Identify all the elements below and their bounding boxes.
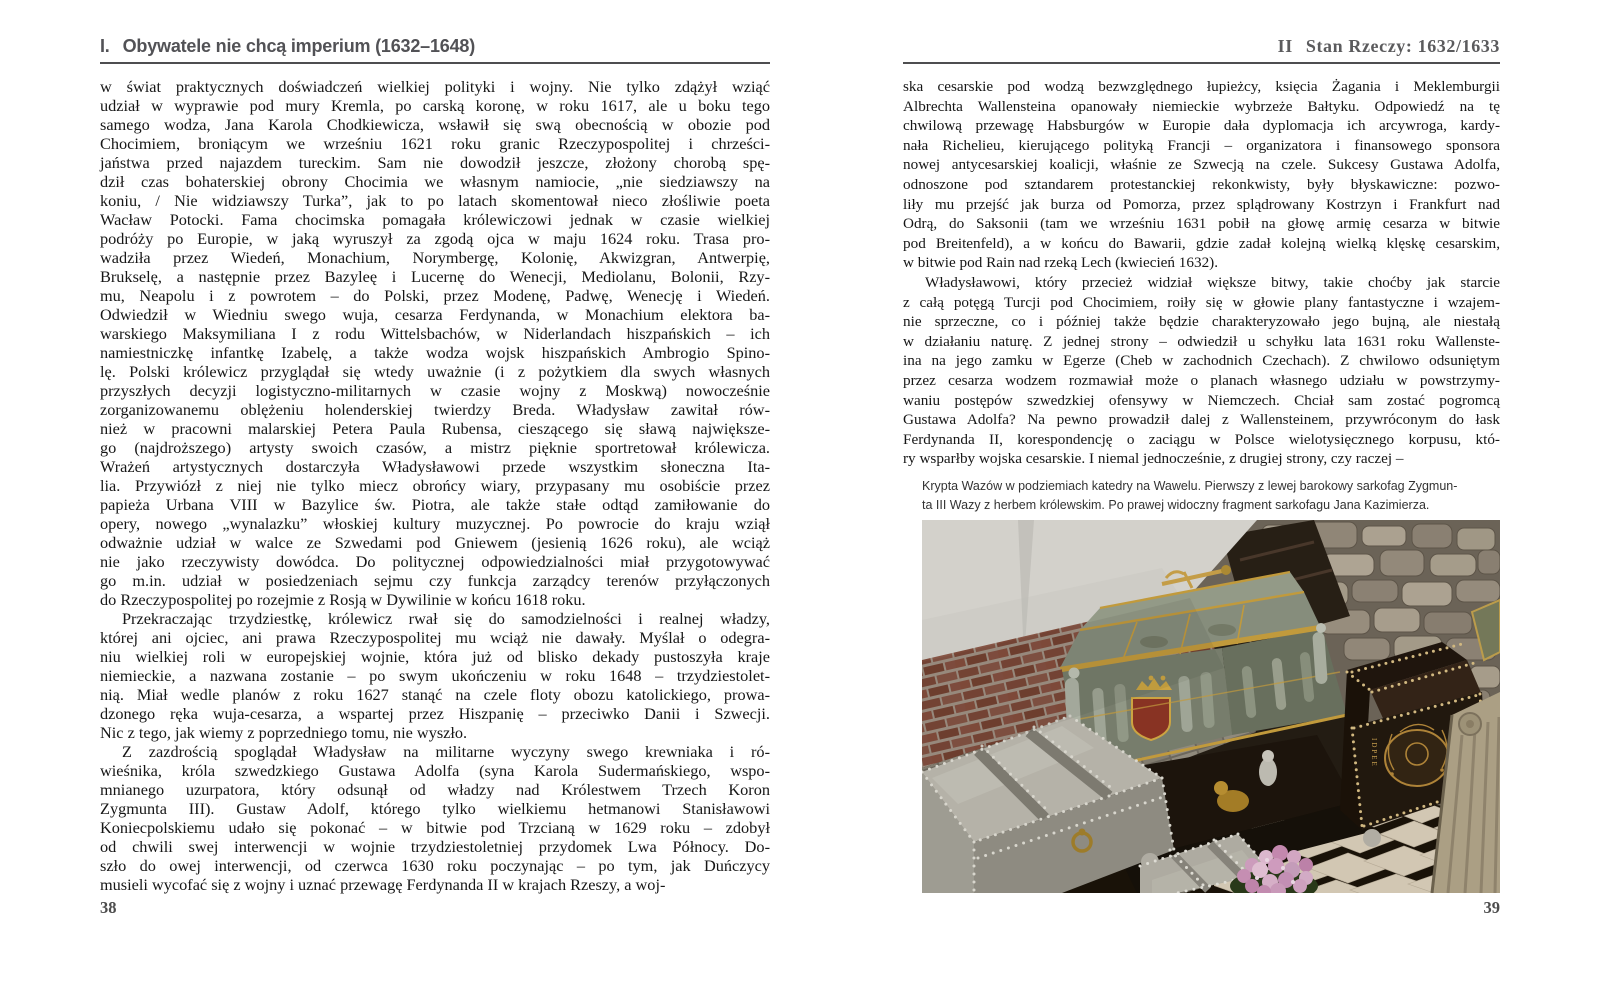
text-line: niemieckie, a nazwana zostanie – po swym ukończeniu w roku 1648 – trzydziestolet- (100, 666, 770, 685)
text-line: której ani ojciec, ani prawa Rzeczypospolitej mu wciąż nie dawały. Myślał o odegra- (100, 628, 770, 647)
text-line: Brukselę, a następnie przez Bazyleę i Lucernę do Wenecji, Mediolanu, Bolonii, Rzy- (100, 267, 770, 286)
chapter-title: Stan Rzeczy: 1632/1633 (1305, 36, 1500, 56)
text-line: zorganizowanemu oblężeniu holenderskiej twierdzy Breda. Władysław zawitał rów- (100, 400, 770, 419)
text-line: Chocimiem, broniącym we wrześniu 1621 roku granic Rzeczypospolitej i chrześci- (100, 134, 770, 153)
text-line: przez cesarza wodzem rozmawiał może o planach własnego udziału w powstrzymy- (903, 371, 1500, 389)
text-line: Gustawa Adolfa? Na pewno prowadził dalej z Wallensteinem, przywróconym do łask (903, 411, 1500, 429)
text-line: jaństwa przed najazdem tureckim. Sam nie dowodził jeszcze, złożony chorobą spę- (100, 153, 770, 172)
text-line: Nic z tego, jak wiemy z poprzedniego tomu, nie wyszło. (100, 723, 468, 742)
text-line: dził czas bohaterskiej obrony Chocimia we własnym namiocie, „nie siedziawszy na (100, 172, 770, 191)
chapter-title: Obywatele nie chcą imperium (1632–1648) (122, 36, 475, 56)
right-page-text (903, 77, 1500, 469)
text-line: Odrą, do Saksonii (tam we wrześniu 1631 pobił na głowę armię cesarza w bitwie (903, 215, 1500, 233)
text-line: lia. Przywiózł z niej nie tylko miecz obrońcy wiary, przypasany mu osobiście przez (100, 476, 770, 495)
text-line: koniu, / Nie widziawszy Turka”, jak to po latach skomentował nieco złośliwie poeta (100, 191, 770, 210)
chapter-header-right (903, 36, 1500, 64)
text-line: w bitwie pod Rain nad rzeką Lech (kwiecień 1632). (903, 254, 1219, 272)
text-line: mu, Neapolu i z powrotem – do Polski, przez Modenę, Padwę, Wenecję i Wiedeń. (100, 286, 770, 305)
text-line: nie jako rzeczywisty dowódca. Do politycznej odpowiedzialności miał przygotowywać (100, 552, 770, 571)
text-line: nież w pracowni malarskiej Petera Paula Rubensa, cieszącego się sławą największe- (100, 419, 770, 438)
caption-line: Krypta Wazów w podziemiach katedry na Wawelu. Pierwszy z lewej barokowy sarkofag Zygmun- (922, 479, 1458, 493)
text-line: go (najdroższego) artysty swoich czasów, a mistrz pięknie sportretował królewicza. (100, 438, 770, 457)
text-line: ska cesarskie pod wodzą bezwzględnego łupieżcy, księcia Żagania i Meklemburgii (903, 78, 1500, 95)
text-line: ina na jego zamku w Egerze (Cheb w zachodnich Czechach). Z chwilowo odsuniętym (903, 352, 1500, 370)
text-line: liły mu przejść jak burza od Pomorza, przez splądrowany Kostrzyn i Frankfurt nad (903, 195, 1500, 213)
text-line: dzonego ręka wuja-cesarza, a wspartej przez Hiszpanię – przeciwko Danii i Szwecji. (100, 704, 770, 723)
text-line: Władysławowi, który przecież widział większe bitwy, takie choćby jak starcie (925, 273, 1500, 291)
text-line: wadziła przez Wiedeń, Monachium, Norymbergę, Kolonię, Akwizgran, Antwerpię, (100, 248, 770, 267)
text-line: niu wielkiej roli w europejskiej wojnie, która już od blisko dekady pustoszyła kraje (100, 647, 770, 666)
text-line: Ferdynanda II, korespondencję o zaciągu w Polsce wielotysięcznego korpusu, któ- (903, 430, 1500, 448)
text-line: Wrażeń artystycznych dostarczyła Władysławowi przede wszystkim słoneczna Ita- (100, 457, 770, 476)
text-line: nie sprzeczne, co i później także będzie charakteryzowało jego bujną, ale niestałą (903, 313, 1500, 331)
chapter-numeral: I. (100, 36, 110, 56)
page-number-left: 38 (100, 898, 117, 917)
text-line: wieśnika, króla szwedzkiego Gustawa Adolfa (syna Karola Sudermańskiego, wspo- (100, 761, 770, 780)
text-line: od chwili swej interwencji w wojnie trzydziestoletniej przydomek Lwa Północy. Do- (100, 837, 770, 856)
text-line: nała Richelieu, kierującego polityką Francji – organizatora i finansowego sponsora (903, 136, 1500, 154)
text-line: podróży po Europie, w jaką wyruszył za zgodą ojca w maju 1624 roku. Trasa pro- (100, 229, 770, 248)
text-line: warskiego Maksymiliana I z rodu Wittelsbachów, w Niderlandach hiszpańskich – ich (100, 324, 770, 343)
text-line: odważnie udział w walce ze Szwedami pod Gniewem (jesienią 1626 roku), ale wciąż (100, 533, 770, 552)
text-line: pod Breitenfeld), a w końcu do Bawarii, gdzie zadał kolejną wielką klęskę cesarskim, (903, 234, 1500, 252)
text-line: go m.in. udział w posiedzeniach sejmu czy funkcja zarządcy terenów przyłączonych (100, 571, 770, 590)
text-line: lę. Polski królewicz przyglądał się wtedy uważnie (i z pożytkiem dla swych własnych (100, 362, 770, 381)
text-line: nowej antycesarskiej koalicji, właśnie ze Szwecją na czele. Sukcesy Gustawa Adolfa, (903, 156, 1500, 174)
text-line: z całą potęgą Turcji pod Chocimiem, roiły się w głowie plany fantastyczne i wzajem- (903, 293, 1500, 311)
text-line: w działaniu naturę. Z jednej strony – odwiedził u schyłku lata 1631 roku Wallenste- (903, 332, 1500, 350)
text-line: Wacław Potocki. Fama chocimska pomagała królewiczowi jednak w czasie wielkiej (100, 210, 770, 229)
text-line: papieża Urbana VIII w Bazylice św. Piotra, ale także stałe odtąd zamiłowanie do (100, 495, 770, 514)
photo-caption (922, 477, 1500, 515)
text-line: Z zazdrością spoglądał Władysław na militarne wyczyny swego krewniaka i ró- (122, 742, 770, 761)
text-line: ry wsparłby wojska cesarskie. I niemal jednocześnie, z drugiej strony, czy raczej – (903, 450, 1404, 468)
caption-line: ta III Wazy z herbem królewskim. Po prawej widoczny fragment sarkofagu Jana Kazimierza. (922, 498, 1430, 512)
text-line: odnoszone pod sztandarem protestanckiej rekonkwisty, były błyskawiczne: pozwo- (903, 175, 1500, 193)
text-line: szło do owej interwencji, od czerwca 1630 roku poczynając – po tym, jak Duńczycy (100, 856, 770, 875)
text-line: Albrechta Wallensteina opanowały niemieckie wybrzeże Bałtyku. Odpowiedź na tę (903, 97, 1500, 115)
text-line: do Rzeczypospolitej po rozejmie z Rosją w Dywilinie w końcu 1618 roku. (100, 590, 586, 609)
text-line: nią. Miał wedle planów z roku 1627 stanąć na czele floty obozu katolickiego, prowa- (100, 685, 770, 704)
text-line: waniu postępów szwedzkiej ofensywy w Niemczech. Chciał sam zostać pogromcą (903, 391, 1500, 409)
text-line: w świat praktycznych doświadczeń wielkiej polityki i wojny. Nie tylko zdążył wziąć (100, 77, 770, 96)
text-line: namiestniczkę infantkę Izabelę, a także wodza wojsk hiszpańskich Ambrogio Spino- (100, 343, 770, 362)
text-line: Przekraczając trzydziestkę, królewicz rwał się do samodzielności i realnej władzy, (122, 609, 770, 628)
text-line: Zygmunta III). Gustaw Adolf, którego tylko wielkiemu hetmanowi Stanisławowi (100, 799, 770, 818)
text-line: mnianego uzurpatora, który odsunął od władzy nad Królestwem Trzech Koron (100, 780, 770, 799)
text-line: musieli wycofać się z wojny i uznać przewagę Ferdynanda II w krajach Rzeszy, a woj- (100, 875, 666, 894)
text-line: udział w wyprawie pod mury Kremla, po carską koronę, w roku 1617, ale u boku tego (100, 96, 770, 115)
page-number-right: 39 (1483, 898, 1500, 917)
crypt-photo-illustration (922, 520, 1500, 893)
left-page-text (100, 77, 770, 894)
text-line: przyszłych decyzji logistyczno-militarnych w czasie wojny z Moskwą) nowocześnie (100, 381, 770, 400)
text-line: chwilową przewagę Habsburgów w Europie dała dyplomacja ich arcywroga, kardy- (903, 117, 1500, 135)
text-line: Koniecpolskiemu udało się pokonać – w bitwie pod Trzcianą w 1629 roku – zdobył (100, 818, 770, 837)
text-line: Odwiedził w Wiedniu swego wuja, cesarza Ferdynanda, w Monachium elektora ba- (100, 305, 770, 324)
chapter-header-left (100, 36, 770, 64)
chapter-numeral: II (1277, 36, 1293, 56)
text-line: samego wodza, Jana Karola Chodkiewicza, wsławił się swą obecnością w obozie pod (100, 115, 770, 134)
crypt-photo (922, 520, 1500, 893)
text-line: opery, nowego „wynalazku” włoskiej kultury muzycznej. Po powrocie do kraju wziął (100, 514, 770, 533)
